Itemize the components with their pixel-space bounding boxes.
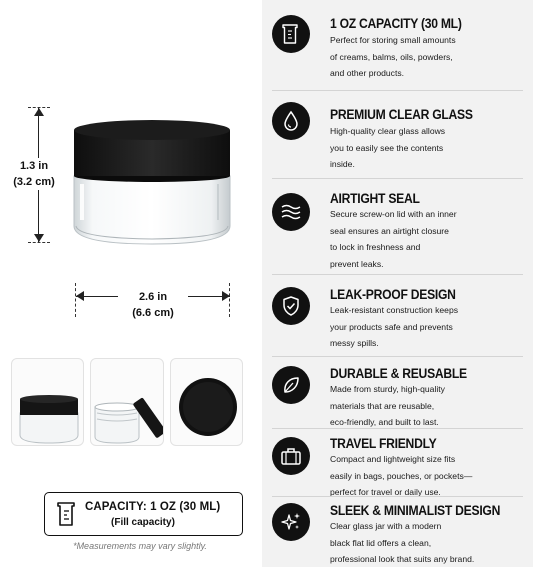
- feature-divider: [272, 356, 523, 357]
- height-inches: 1.3 in: [19, 160, 49, 172]
- lid-top-image: [171, 359, 243, 446]
- feature-icon-badge: [272, 193, 310, 231]
- arrow-up-icon: [34, 108, 44, 116]
- leaf-icon: [281, 375, 301, 395]
- thumbnail-lid-top[interactable]: [170, 358, 243, 446]
- feature-description: [330, 32, 526, 82]
- width-dimension-label: [118, 289, 188, 321]
- jar-open-image: [91, 359, 163, 446]
- feature-icon-badge: [272, 102, 310, 140]
- feature-title: 1 OZ CAPACITY (30 ML): [330, 16, 462, 31]
- feature-title: TRAVEL FRIENDLY: [330, 436, 437, 451]
- feature-description: [330, 206, 526, 272]
- height-dimension-label: [6, 158, 62, 190]
- capacity-subtitle: (Fill capacity): [111, 517, 175, 528]
- feature-divider: [272, 178, 523, 179]
- thumbnail-jar-closed[interactable]: [11, 358, 84, 446]
- height-dimension-bottom-guide: [28, 242, 50, 243]
- feature-description: [330, 381, 526, 431]
- feature-line: professional look that suits any brand.: [330, 554, 475, 564]
- feature-title: AIRTIGHT SEAL: [330, 191, 420, 206]
- feature-line: easily in bags, pouches, or pockets—: [330, 470, 473, 481]
- feature-line: Compact and lightweight size fits: [330, 454, 456, 464]
- capacity-title: CAPACITY: 1 OZ (30 ML): [85, 501, 221, 513]
- feature-line: Secure screw-on lid with an inner: [330, 209, 457, 219]
- thumbnail-gallery: [11, 358, 243, 446]
- feature-line: messy spills.: [330, 338, 379, 348]
- width-inches: 2.6 in: [138, 291, 168, 303]
- feature-icon-badge: [272, 15, 310, 53]
- feature-description: [330, 123, 526, 173]
- feature-line: eco-friendly, and built to last.: [330, 417, 439, 427]
- feature-line: Perfect for storing small amounts: [330, 35, 456, 45]
- feature-line: black flat lid offers a clean,: [330, 537, 432, 548]
- feature-description: [330, 302, 526, 352]
- air-waves-icon: [280, 203, 302, 221]
- product-image-panel: [0, 0, 262, 567]
- measuring-beaker-icon: [281, 23, 301, 45]
- feature-title: LEAK-PROOF DESIGN: [330, 287, 456, 302]
- feature-line: to lock in freshness and: [330, 242, 421, 252]
- feature-line: seal ensures an airtight closure: [330, 225, 449, 236]
- measurement-note: *Measurements may vary slightly.: [73, 541, 207, 551]
- feature-line: of creams, balms, oils, powders,: [330, 51, 453, 62]
- jar-main-image: [68, 118, 236, 248]
- feature-line: prevent leaks.: [330, 258, 384, 269]
- feature-line: Leak-resistant construction keeps: [330, 305, 459, 315]
- measuring-beaker-icon: [55, 501, 79, 527]
- feature-line: and other products.: [330, 68, 405, 78]
- feature-description: [330, 518, 526, 567]
- feature-line: perfect for travel or daily use.: [330, 487, 441, 497]
- feature-icon-badge: [272, 437, 310, 475]
- height-centimeters: (3.2 cm): [13, 176, 55, 188]
- water-drop-icon: [282, 110, 300, 132]
- arrow-right-icon: [222, 291, 230, 301]
- arrow-down-icon: [34, 234, 44, 242]
- shield-check-icon: [281, 295, 301, 317]
- sparkle-icon: [280, 511, 302, 533]
- feature-icon-badge: [272, 366, 310, 404]
- feature-line: you to easily see the contents: [330, 142, 444, 153]
- feature-line: Made from sturdy, high-quality: [330, 384, 445, 394]
- feature-line: materials that are reusable,: [330, 400, 435, 411]
- thumbnail-jar-open[interactable]: [90, 358, 163, 446]
- feature-divider: [272, 428, 523, 429]
- feature-divider: [272, 274, 523, 275]
- jar-closed-image: [12, 359, 84, 446]
- feature-line: Clear glass jar with a modern: [330, 521, 442, 531]
- feature-title: PREMIUM CLEAR GLASS: [330, 107, 473, 122]
- feature-line: your products safe and prevents: [330, 321, 453, 332]
- feature-title: DURABLE & REUSABLE: [330, 366, 467, 381]
- features-panel: [262, 0, 533, 567]
- feature-icon-badge: [272, 287, 310, 325]
- arrow-left-icon: [76, 291, 84, 301]
- feature-icon-badge: [272, 503, 310, 541]
- suitcase-icon: [280, 446, 302, 466]
- feature-divider: [272, 90, 523, 91]
- feature-title: SLEEK & MINIMALIST DESIGN: [330, 503, 501, 518]
- capacity-box: [44, 492, 243, 536]
- feature-divider: [272, 496, 523, 497]
- width-centimeters: (6.6 cm): [132, 307, 174, 319]
- feature-description: [330, 451, 526, 501]
- feature-line: inside.: [330, 159, 355, 169]
- feature-line: High-quality clear glass allows: [330, 126, 446, 136]
